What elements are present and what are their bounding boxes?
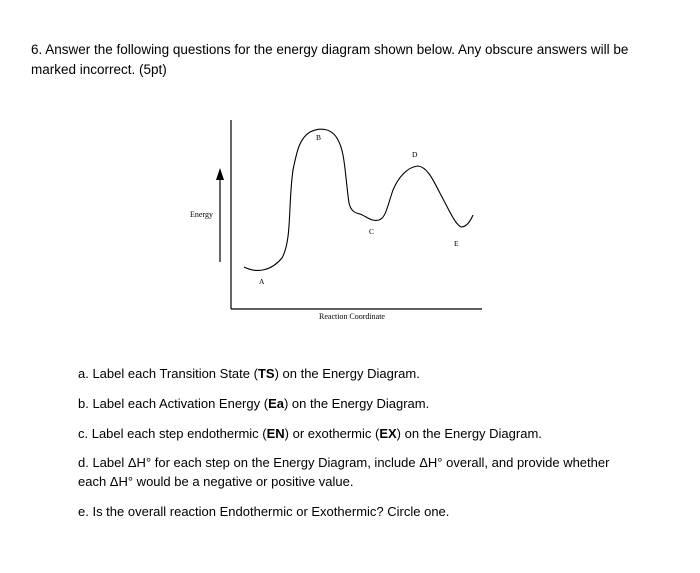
question-c-post: ) on the Energy Diagram. xyxy=(396,426,542,441)
question-d: d. Label ΔH° for each step on the Energy Diagram, include ΔH° overall, and provide whether each ΔH° would be a negative or positive value. xyxy=(78,455,610,489)
question-a-post: ) on the Energy Diagram. xyxy=(274,366,420,381)
reaction-coordinate-label: Reaction Coordinate xyxy=(319,312,385,321)
energy-curve xyxy=(244,129,473,270)
point-label-b: B xyxy=(316,133,322,142)
question-a xyxy=(78,364,658,383)
point-label-d: D xyxy=(412,150,418,159)
question-header: 6. Answer the following questions for the energy diagram shown below. Any obscure answers will be marked incorrect. (5pt) xyxy=(31,42,629,77)
question-c-mid: ) or exothermic ( xyxy=(284,426,380,441)
question-c xyxy=(78,424,658,443)
question-a-bold: TS xyxy=(257,366,275,381)
question-a-pre: a. Label each Transition State ( xyxy=(78,366,258,381)
question-c-bold: EN xyxy=(266,426,285,441)
question-c-pre: c. Label each step endothermic ( xyxy=(78,426,267,441)
question-e: e. Is the overall reaction Endothermic or Exothermic? Circle one. xyxy=(78,504,450,519)
question-b xyxy=(78,394,658,413)
question-b-post: ) on the Energy Diagram. xyxy=(283,396,430,411)
question-c-bold2: EX xyxy=(379,426,397,441)
energy-label: Energy xyxy=(190,210,213,219)
point-label-a: A xyxy=(259,277,265,286)
question-b-bold: Ea xyxy=(268,396,284,411)
point-label-e: E xyxy=(454,239,459,248)
question-b-pre: b. Label each Activation Energy ( xyxy=(78,396,269,411)
point-label-c: C xyxy=(369,227,375,236)
energy-arrowhead-icon xyxy=(216,168,224,180)
